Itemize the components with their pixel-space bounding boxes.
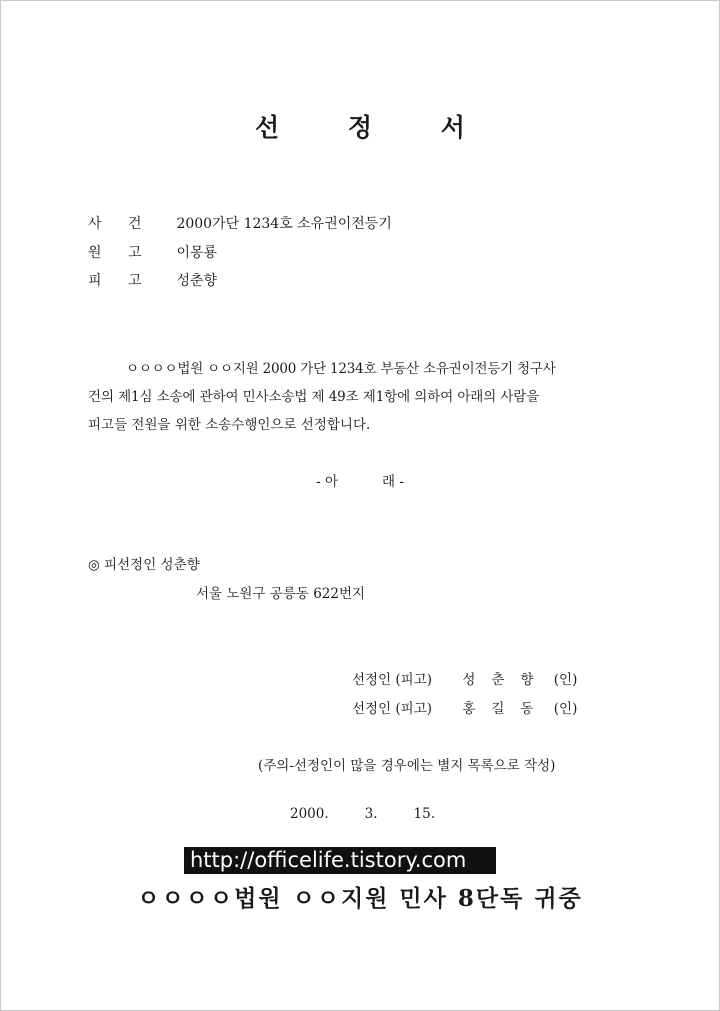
title-char: 서 xyxy=(440,113,465,142)
case-row xyxy=(88,214,392,234)
plaintiff-value: 이몽룡 xyxy=(176,245,218,261)
below-heading: - 아 래 - xyxy=(316,474,404,490)
body-line-3: 피고들 전원을 위한 소송수행인으로 선정합니다. xyxy=(88,417,371,433)
note: (주의-선정인이 많을 경우에는 별지 목록으로 작성) xyxy=(258,758,556,774)
selector-role: 선정인 (피고) xyxy=(352,672,433,688)
defendant-value: 성춘향 xyxy=(176,273,218,289)
seal-mark: (인) xyxy=(553,672,578,688)
seal-mark: (인) xyxy=(553,701,578,717)
plaintiff-label: 원 고 xyxy=(88,245,142,261)
defendant-label: 피 고 xyxy=(88,273,142,289)
selector-row xyxy=(352,668,577,688)
court-addressee: ㅇㅇㅇㅇ법원 ㅇㅇ지원 민사 8단독 귀중 xyxy=(137,885,583,912)
defendant-row xyxy=(88,271,217,291)
selector-row xyxy=(352,697,577,717)
document-date: 2000. 3. 15. xyxy=(290,806,436,822)
watermark-url: http://officelife.tistory.com xyxy=(184,847,496,874)
appointee-line: ◎ 피선정인 성춘향 xyxy=(88,557,200,573)
appointee-address: 서울 노원구 공릉동 622번지 xyxy=(196,586,366,602)
selector-role: 선정인 (피고) xyxy=(352,701,433,717)
plaintiff-row xyxy=(88,243,217,263)
body-line-2: 건의 제1심 소송에 관하여 민사소송법 제 49조 제1항에 의하여 아래의 사람을 xyxy=(88,389,540,405)
case-label: 사 건 xyxy=(88,216,142,232)
body-line-1: ㅇㅇㅇㅇ법원 ㅇㅇ지원 2000 가단 1234호 부동산 소유권이전등기 청구사 xyxy=(126,361,556,377)
title-char: 정 xyxy=(347,113,373,142)
title-char: 선 xyxy=(255,113,280,142)
selector-name: 홍 길 동 xyxy=(462,701,534,717)
selector-name: 성 춘 향 xyxy=(462,672,534,688)
case-value: 2000가단 1234호 소유권이전등기 xyxy=(176,216,392,232)
document-title xyxy=(0,108,720,144)
